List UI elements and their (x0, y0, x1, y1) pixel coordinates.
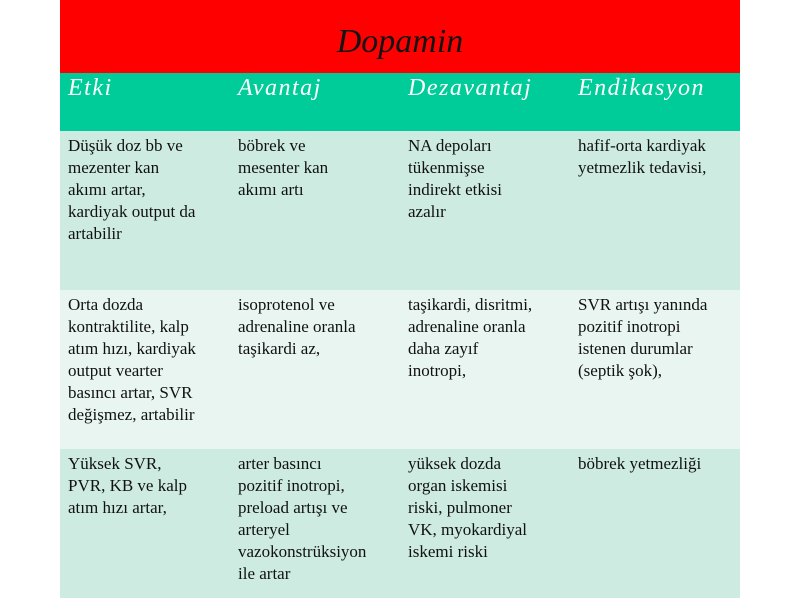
table-title-row (60, 0, 740, 73)
table-cell: böbrek yetmezliği (578, 454, 702, 473)
table-cell: hafif-orta kardiyak yetmezlik tedavisi, (578, 136, 707, 177)
header-endikasyon: Endikasyon (578, 75, 705, 101)
table-row-medium-dose (60, 290, 740, 449)
table-cell: Yüksek SVR, PVR, KB ve kalp atım hızı artar, (68, 454, 187, 517)
header-etki: Etki (68, 75, 113, 101)
header-avantaj: Avantaj (238, 75, 322, 101)
table-cell: arter basıncı pozitif inotropi, preload artışı ve arteryel vazokonstrüksiyon ile artar (238, 454, 367, 583)
table-row-high-dose (60, 449, 740, 598)
table-cell: Düşük doz bb ve mezenter kan akımı artar, kardiyak output da artabilir (68, 136, 196, 243)
table-cell: SVR artışı yanında pozitif inotropi istenen durumlar (septik şok), (578, 295, 708, 380)
table-title: Dopamin (336, 22, 464, 60)
table-row-low-dose (60, 131, 740, 290)
dopamin-table (60, 0, 740, 598)
header-dezavantaj: Dezavantaj (408, 75, 533, 101)
table-cell: NA depoları tükenmişse indirekt etkisi azalır (408, 136, 502, 221)
table-header-row (60, 73, 740, 131)
table-cell: isoprotenol ve adrenaline oranla taşikardi az, (238, 295, 356, 358)
table-cell: böbrek ve mesenter kan akımı artı (238, 136, 329, 199)
table-cell: yüksek dozda organ iskemisi riski, pulmoner VK, myokardiyal iskemi riski (408, 454, 527, 561)
table-cell: taşikardi, disritmi, adrenaline oranla daha zayıf inotropi, (408, 295, 533, 380)
table-cell: Orta dozda kontraktilite, kalp atım hızı, kardiyak output vearter basıncı artar, SVR değişmez, artabilir (68, 295, 196, 424)
